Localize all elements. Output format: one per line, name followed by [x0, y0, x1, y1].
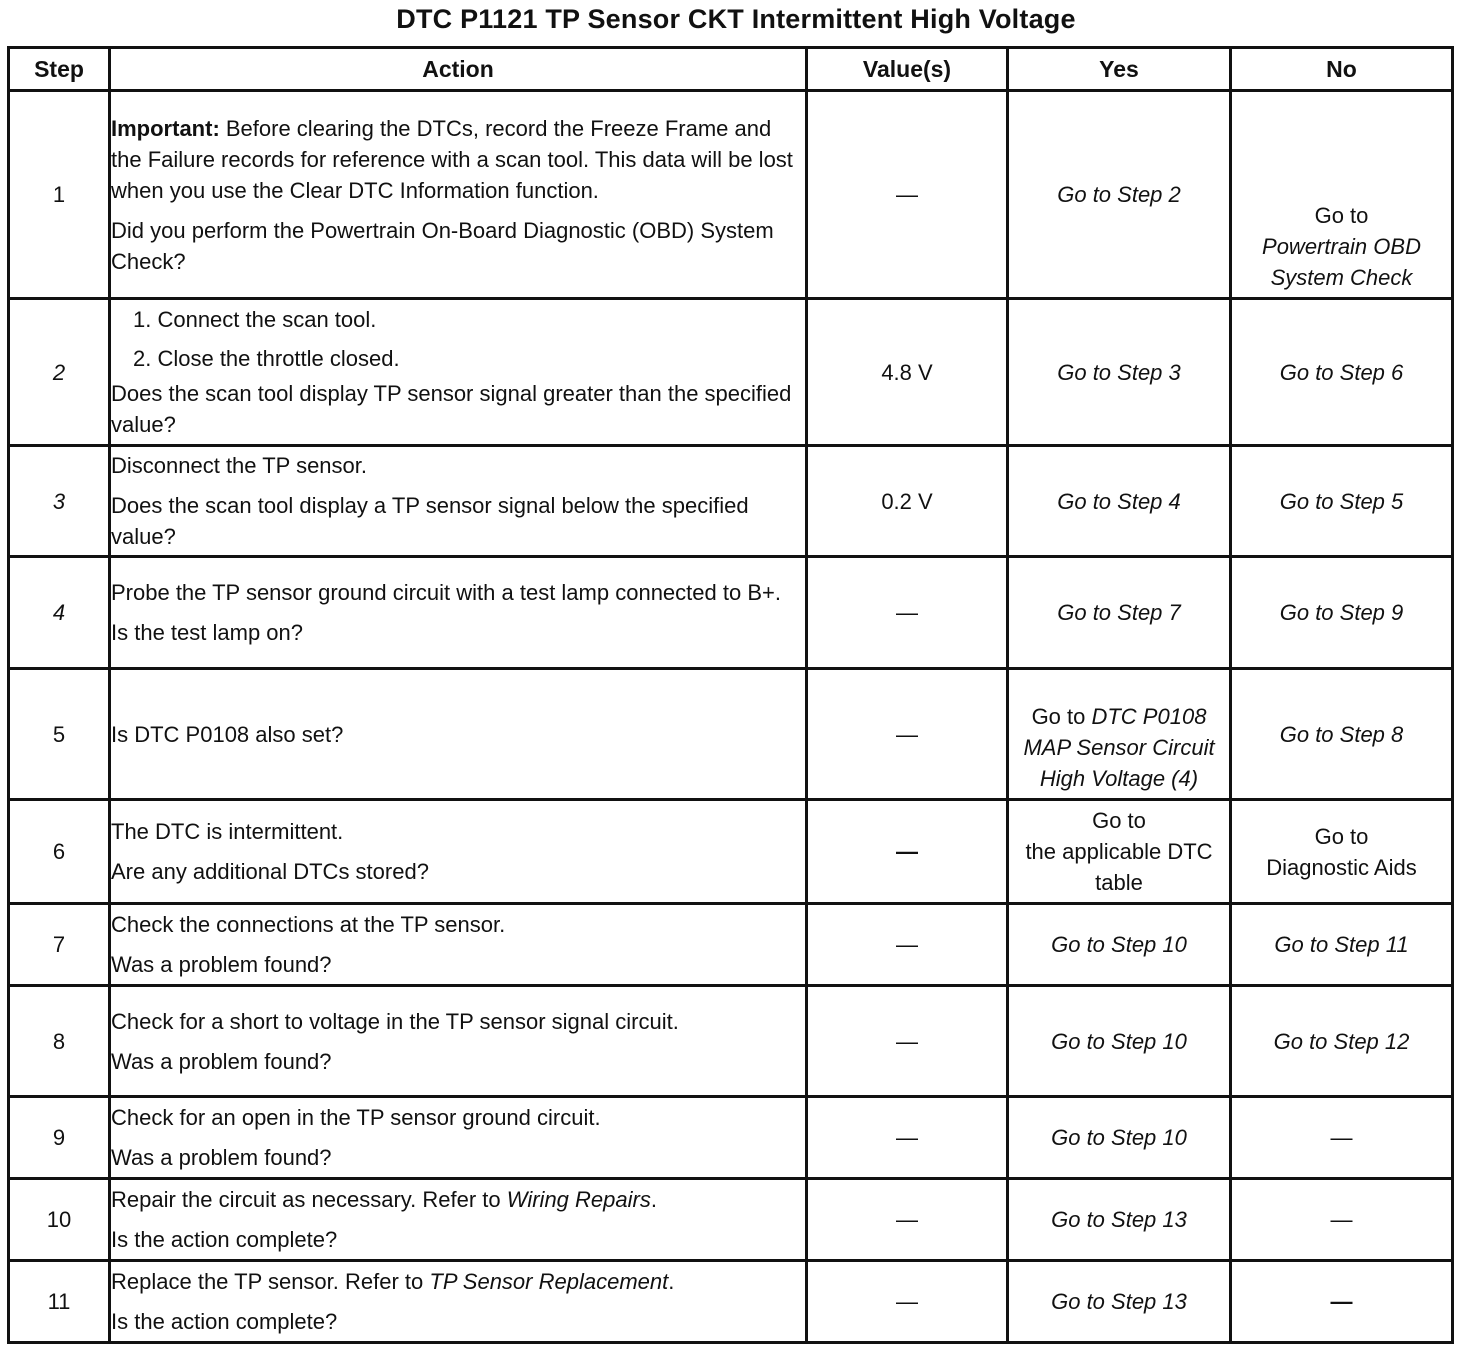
tp-sensor-replacement-link[interactable]: TP Sensor Replacement	[429, 1269, 669, 1294]
no-link-step-11[interactable]: Go to Step 11	[1231, 904, 1453, 986]
header-row	[9, 48, 1453, 91]
no-link-step-9[interactable]: Go to Step 9	[1231, 557, 1453, 669]
table-row	[9, 800, 1453, 904]
action-question: Was a problem found?	[111, 1048, 332, 1074]
action-cell	[110, 1179, 807, 1261]
table-row	[9, 986, 1453, 1097]
action-cell	[110, 904, 807, 986]
action-text: Check for an open in the TP sensor ground circuit.	[111, 1105, 601, 1130]
no-cell: —	[1231, 1179, 1453, 1261]
table-row	[9, 91, 1453, 299]
no-link-step-8[interactable]: Go to Step 8	[1231, 669, 1453, 800]
value-cell: —	[807, 1097, 1008, 1179]
no-link-step-5[interactable]: Go to Step 5	[1231, 446, 1453, 557]
yes-link-step-10[interactable]: Go to Step 10	[1008, 1097, 1231, 1179]
yes-link-step-3[interactable]: Go to Step 3	[1008, 299, 1231, 446]
action-text: Disconnect the TP sensor.	[111, 453, 367, 478]
action-question: Was a problem found?	[111, 952, 332, 977]
header-yes: Yes	[1008, 48, 1231, 91]
header-step: Step	[9, 48, 110, 91]
no-cell: —	[1231, 1097, 1453, 1179]
no-link-powertrain-obd[interactable]: Powertrain OBD System Check	[1262, 234, 1421, 290]
yes-link-step-4[interactable]: Go to Step 4	[1008, 446, 1231, 557]
value-cell: —	[807, 1261, 1008, 1343]
step-number: 7	[9, 904, 110, 986]
yes-link-step-13[interactable]: Go to Step 13	[1008, 1179, 1231, 1261]
action-cell	[110, 1097, 807, 1179]
action-question: Did you perform the Powertrain On-Board Diagnostic (OBD) System Check?	[111, 217, 774, 274]
action-question: Is the action complete?	[111, 1309, 338, 1334]
yes-link-dtc-table[interactable]: the applicable DTC table	[1025, 839, 1213, 895]
value-cell: —	[807, 669, 1008, 800]
no-goto-label: Go to	[1314, 823, 1369, 849]
step-number: 1	[9, 91, 110, 299]
action-text: Repair the circuit as necessary. Refer to	[111, 1187, 507, 1212]
value-cell: —	[807, 557, 1008, 669]
table-row	[9, 669, 1453, 800]
action-question: Was a problem found?	[111, 1145, 332, 1170]
yes-cell	[1008, 669, 1231, 800]
value-cell: —	[807, 1179, 1008, 1261]
table-row	[9, 557, 1453, 669]
action-cell	[110, 446, 807, 557]
substep-list	[111, 304, 805, 374]
step-number: 11	[9, 1261, 110, 1343]
action-question: Does the scan tool display TP sensor signal greater than the specified value?	[111, 381, 792, 437]
action-text: Check the connections at the TP sensor.	[111, 912, 506, 937]
no-cell	[1231, 91, 1453, 299]
yes-cell	[1008, 800, 1231, 904]
step-number: 8	[9, 986, 110, 1097]
page-title: DTC P1121 TP Sensor CKT Intermittent High Voltage	[396, 4, 1076, 34]
wiring-repairs-link[interactable]: Wiring Repairs	[506, 1187, 651, 1212]
value-cell: —	[807, 986, 1008, 1097]
yes-link-step-10[interactable]: Go to Step 10	[1008, 904, 1231, 986]
header-values: Value(s)	[807, 48, 1008, 91]
diagnostic-table	[7, 46, 1454, 1344]
action-cell	[110, 986, 807, 1097]
no-link-step-6[interactable]: Go to Step 6	[1231, 299, 1453, 446]
yes-link-step-2[interactable]: Go to Step 2	[1008, 91, 1231, 299]
yes-link-dtc-p0108[interactable]: DTC P0108 MAP Sensor Circuit High Voltage (4)	[1023, 704, 1215, 791]
value-cell: —	[807, 800, 1008, 904]
action-question: Is DTC P0108 also set?	[111, 721, 344, 747]
action-cell	[110, 91, 807, 299]
action-cell	[110, 1261, 807, 1343]
action-cell	[110, 299, 807, 446]
action-text-end: .	[650, 1187, 657, 1212]
step-number: 5	[9, 669, 110, 800]
no-goto-label: Go to	[1314, 203, 1369, 228]
yes-link-step-10[interactable]: Go to Step 10	[1008, 986, 1231, 1097]
yes-goto-label: Go to	[1092, 808, 1146, 833]
no-link-diagnostic-aids[interactable]: Diagnostic Aids	[1266, 854, 1417, 880]
yes-link-step-13[interactable]: Go to Step 13	[1008, 1261, 1231, 1343]
no-cell	[1231, 800, 1453, 904]
table-row	[9, 1261, 1453, 1343]
table-row	[9, 446, 1453, 557]
action-question: Does the scan tool display a TP sensor signal below the specified value?	[111, 493, 749, 549]
action-cell	[110, 557, 807, 669]
action-question: Is the action complete?	[111, 1227, 338, 1252]
step-number: 4	[9, 557, 110, 669]
yes-link-step-7[interactable]: Go to Step 7	[1008, 557, 1231, 669]
substep-item: 2. Close the throttle closed.	[133, 346, 400, 371]
value-cell: —	[807, 904, 1008, 986]
important-text: Before clearing the DTCs, record the Freeze Frame and the Failure records for reference with a scan tool. This data will be lost when you use the Clear DTC Information function.	[111, 115, 793, 203]
yes-goto-label: Go to	[1031, 704, 1092, 729]
action-text: Check for a short to voltage in the TP sensor signal circuit.	[111, 1008, 679, 1034]
table-row	[9, 299, 1453, 446]
action-question: Are any additional DTCs stored?	[111, 859, 429, 884]
step-number: 6	[9, 800, 110, 904]
header-action: Action	[110, 48, 807, 91]
important-label: Important:	[111, 115, 220, 141]
substep-item: 1. Connect the scan tool.	[133, 307, 377, 332]
step-number: 10	[9, 1179, 110, 1261]
table-row	[9, 1179, 1453, 1261]
no-cell: —	[1231, 1261, 1453, 1343]
value-cell: 4.8 V	[807, 299, 1008, 446]
action-text: Replace the TP sensor. Refer to	[111, 1269, 430, 1294]
no-link-step-12[interactable]: Go to Step 12	[1231, 986, 1453, 1097]
step-number: 3	[9, 446, 110, 557]
action-question: Is the test lamp on?	[111, 620, 303, 645]
table-row	[9, 904, 1453, 986]
step-number: 9	[9, 1097, 110, 1179]
step-number: 2	[9, 299, 110, 446]
action-cell	[110, 669, 807, 800]
value-cell: 0.2 V	[807, 446, 1008, 557]
action-text-end: .	[668, 1269, 675, 1294]
action-text: Probe the TP sensor ground circuit with a test lamp connected to B+.	[111, 580, 781, 605]
table-row	[9, 1097, 1453, 1179]
value-cell: —	[807, 91, 1008, 299]
header-no: No	[1231, 48, 1453, 91]
action-cell	[110, 800, 807, 904]
action-text: The DTC is intermittent.	[111, 819, 344, 844]
